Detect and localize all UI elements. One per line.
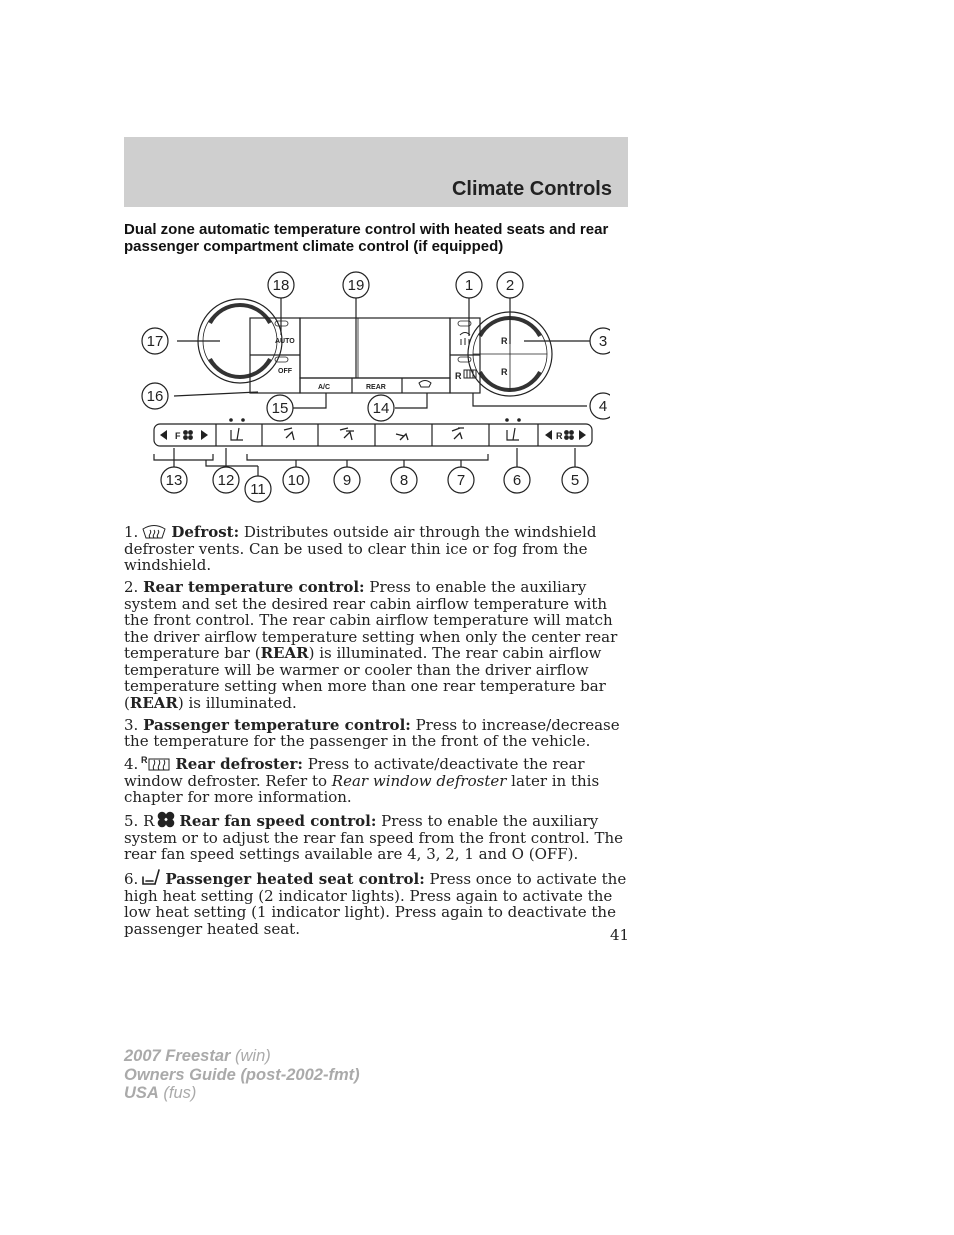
header-band xyxy=(124,137,628,207)
callout-12: 12 xyxy=(217,472,235,489)
footer-line-3: USA (fus) xyxy=(124,1084,197,1102)
ac-button-label: A/C xyxy=(318,384,331,391)
item-6: 6. Passenger heated seat control: Press once to activate the high heat setting (2 indicator lights). Press again to activate the low heat setting (1 indicator light). Press again to deactivate the passenger heated seat. xyxy=(124,870,627,938)
rear-button-label: REAR xyxy=(366,384,386,391)
item-3: 3. Passenger temperature control: Press to increase/decrease the temperature for the passenger in the front of the vehicle. xyxy=(124,715,620,750)
rear-defrost-r-label: R xyxy=(455,371,462,381)
callout-3: 3 xyxy=(598,333,608,350)
callout-13: 13 xyxy=(165,472,183,489)
rear-fan-icon xyxy=(564,430,574,440)
off-button-label: OFF xyxy=(278,368,292,375)
callout-7: 7 xyxy=(456,472,466,489)
section-heading: Dual zone automatic temperature control with heated seats and rear passenger compartment climate control (if equipped) xyxy=(124,221,609,255)
callout-6: 6 xyxy=(512,472,522,489)
auto-button-label: AUTO xyxy=(275,338,295,345)
defrost-icon xyxy=(141,523,167,539)
callout-5: 5 xyxy=(570,472,580,489)
control-descriptions xyxy=(124,523,630,943)
callout-14: 14 xyxy=(372,400,390,417)
item-5: 5. R Rear fan speed control: Press to enable the auxiliary system or to adjust the rear fan speed from the front control. The rear fan speed settings available are 4, 3, 2, 1 and O (OFF). xyxy=(124,812,624,863)
callout-19: 19 xyxy=(347,277,365,294)
rear-defrost-icon xyxy=(141,755,171,771)
callout-1: 1 xyxy=(464,277,474,294)
page-title: Climate Controls xyxy=(451,178,612,200)
callout-4: 4 xyxy=(598,398,608,415)
front-fan-f-label: F xyxy=(175,431,181,441)
climate-control-panel-diagram xyxy=(140,268,610,504)
rear-fan-r-label: R xyxy=(556,431,563,441)
front-fan-icon xyxy=(183,430,193,440)
heated-seat-icon xyxy=(141,868,161,886)
callout-11: 11 xyxy=(250,481,266,498)
item-4: 4. R Rear defroster: Press to activate/deactivate the rear window defroster. Refer to Rear window defroster later in this chapter for more information. xyxy=(124,755,600,806)
recirculate-icon xyxy=(419,381,431,388)
callout-2: 2 xyxy=(505,277,515,294)
callout-15: 15 xyxy=(271,400,289,417)
page-number: 41 xyxy=(610,926,630,944)
callout-17: 17 xyxy=(146,333,164,350)
rear-temp-r-upper: R xyxy=(501,336,508,346)
footer-line-2: Owners Guide (post-2002-fmt) xyxy=(124,1065,360,1084)
callout-9: 9 xyxy=(342,472,352,489)
fan-icon xyxy=(157,811,175,828)
footer-line-1: 2007 Freestar (win) xyxy=(124,1047,271,1065)
item-1: 1. Defrost: Distributes outside air through the windshield defroster vents. Can be used to clear thin ice or fog from the windshield. xyxy=(124,523,597,574)
svg-text:R: R xyxy=(141,755,148,765)
document-footer xyxy=(124,1047,360,1103)
callout-16: 16 xyxy=(146,388,164,405)
callout-10: 10 xyxy=(287,472,305,489)
rear-temp-r-lower: R xyxy=(501,367,508,377)
callout-8: 8 xyxy=(399,472,409,489)
callout-18: 18 xyxy=(272,277,290,294)
item-2: 2. Rear temperature control: Press to enable the auxiliary system and set the desired rear cabin airflow temperature with the front control. The rear cabin airflow temperature will match the driver airflow temperature setting when only the center rear temperature bar (REAR) is illuminated. The rear cabin airflow temperature will be warmer or cooler than the driver airflow temperature setting when more than one rear temperature bar (REAR) is illuminated. xyxy=(124,578,618,712)
